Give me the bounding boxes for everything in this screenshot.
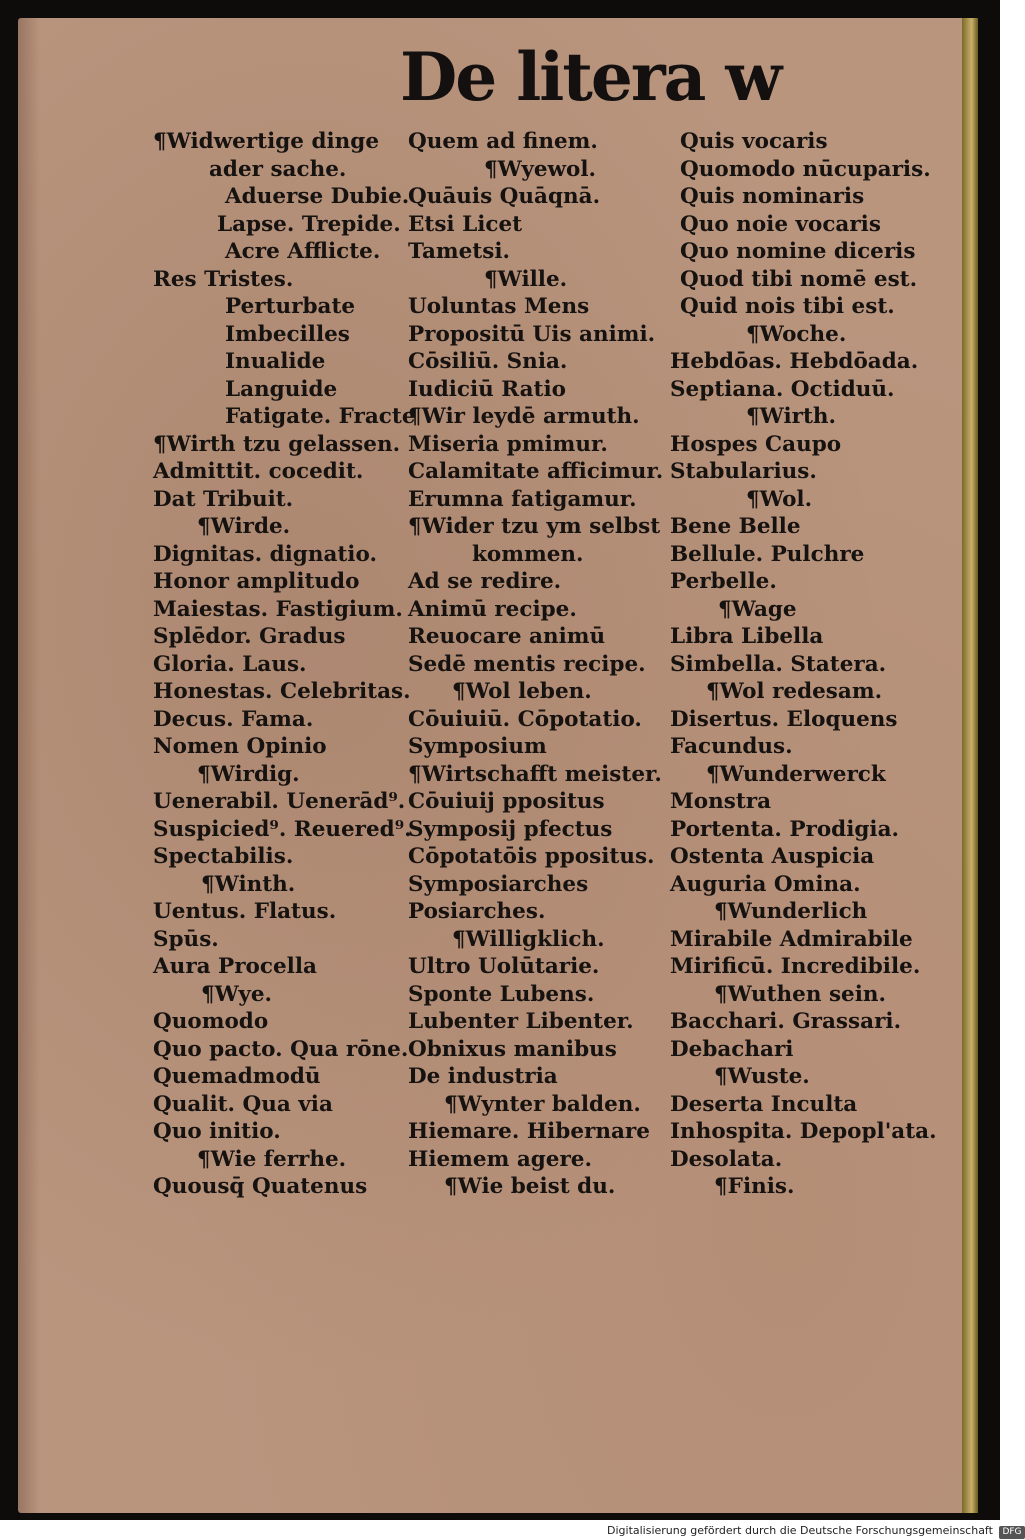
text-line: Lubenter Libenter. [408, 1009, 634, 1034]
text-line: Animū recipe. [408, 596, 577, 622]
text-line: Quomodo nūcuparis. [680, 156, 931, 182]
text-line: Aura Procella [153, 954, 317, 979]
text-line: Libra Libella [670, 624, 824, 649]
text-line: ¶Wirde. [197, 514, 291, 539]
text-line: Monstra [670, 789, 772, 814]
text-line: Sponte Lubens. [408, 981, 595, 1007]
text-line: Auguria Omina. [670, 871, 861, 897]
text-line: Quomodo [153, 1009, 269, 1034]
text-line: ¶Wage [718, 596, 797, 622]
page-heading: De litera w [400, 38, 781, 116]
text-line: Uoluntas Mens [408, 294, 590, 319]
text-line: Symposium [408, 734, 547, 759]
text-line: Uenerabil. Uenerād⁹. [153, 789, 406, 814]
text-line: ¶Wirth tzu gelassen. [153, 431, 401, 457]
text-line: Symposiarches [408, 871, 589, 897]
text-line: ¶Wye. [201, 981, 273, 1007]
text-line: Cōpotatōis ppositus. [408, 844, 655, 869]
footer-credit [607, 1522, 1022, 1540]
text-line: ¶Wider tzu ym selbst [408, 514, 661, 539]
text-line: Bacchari. Grassari. [670, 1009, 902, 1034]
text-line: Inualide [225, 349, 326, 374]
dfg-logo: DFG [999, 1526, 1024, 1539]
text-line: Languide [225, 376, 338, 402]
text-line: Hiemem agere. [408, 1146, 592, 1172]
text-line: Splēdor. Gradus [153, 624, 346, 649]
text-line: Imbecilles [225, 321, 350, 347]
text-line: Propositū Uis animi. [408, 321, 656, 347]
text-line: Desolata. [670, 1146, 783, 1172]
column-left [153, 128, 428, 1201]
text-line: ¶Wirth. [746, 404, 836, 429]
text-line: ¶Wirdig. [197, 761, 300, 787]
text-line: Quo noie vocaris [680, 211, 881, 237]
text-line: ¶Wunderlich [714, 899, 868, 924]
text-line: ¶Widwertige dinge [153, 129, 380, 154]
text-line: Decus. Fama. [153, 706, 314, 732]
text-line: Sedē mentis recipe. [408, 651, 646, 677]
text-line: Quis nominaris [680, 184, 865, 209]
text-line: ¶Wynter balden. [444, 1091, 641, 1117]
text-line: ¶Wol redesam. [706, 679, 883, 704]
text-line: Inhospita. Depopl'ata. [670, 1119, 937, 1144]
text-line: Posiarches. [408, 899, 546, 924]
text-line: Hebdōas. Hebdōada. [670, 349, 919, 374]
text-line: ¶Wol leben. [452, 679, 592, 704]
text-line: Stabularius. [670, 459, 817, 484]
text-line: Dat Tribuit. [153, 486, 294, 512]
text-line: Cōuiuiū. Cōpotatio. [408, 706, 642, 732]
text-line: ¶Willigklich. [452, 926, 605, 952]
text-line: Perturbate [225, 294, 356, 319]
text-line: Ultro Uolūtarie. [408, 954, 600, 979]
text-line: Hiemare. Hibernare [408, 1119, 650, 1144]
text-line: Quemadmodū [153, 1064, 321, 1089]
text-line: ¶Wirtschafft meister. [408, 761, 662, 787]
text-line: Cōsiliū. Snia. [408, 349, 568, 374]
text-line: Gloria. Laus. [153, 651, 307, 677]
text-line: Ad se redire. [408, 569, 562, 594]
text-line: ¶Wie beist du. [444, 1174, 616, 1199]
text-line: ¶Wie ferrhe. [197, 1146, 347, 1172]
text-line: ¶Wyewol. [484, 156, 597, 182]
text-line: Erumna fatigamur. [408, 486, 637, 512]
text-line: Qualit. Qua via [153, 1091, 333, 1117]
text-line: ¶Wol. [746, 486, 813, 512]
text-line: Miseria pmimur. [408, 431, 608, 457]
text-line: Symposij pfectus [408, 816, 613, 842]
text-line: Acre Afflicte. [225, 239, 381, 264]
text-line: Septiana. Octiduū. [670, 376, 895, 402]
column-right [670, 128, 955, 1201]
text-line: De industria [408, 1064, 558, 1089]
text-line: kommen. [472, 541, 584, 567]
text-line: Dignitas. dignatio. [153, 541, 377, 567]
text-line: ¶Wille. [484, 266, 568, 292]
text-line: Spūs. [153, 926, 219, 952]
text-line: Quousq̄ Quatenus [153, 1174, 368, 1199]
text-line: Iudiciū Ratio [408, 376, 566, 402]
text-line: Calamitate afficimur. [408, 459, 664, 484]
text-line: ¶Winth. [201, 871, 296, 897]
text-line: Disertus. Eloquens [670, 706, 898, 732]
text-line: Quid nois tibi est. [680, 294, 895, 319]
text-line: Mirabile Admirabile [670, 926, 913, 952]
text-line: Uentus. Flatus. [153, 899, 337, 924]
text-line: Simbella. Statera. [670, 651, 887, 677]
text-line: Maiestas. Fastigium. [153, 596, 403, 622]
text-line: ¶Finis. [714, 1174, 795, 1199]
text-line: Quod tibi nomē est. [680, 266, 918, 292]
text-line: Deserta Inculta [670, 1091, 858, 1117]
text-line: Honestas. Celebritas. [153, 679, 411, 704]
text-line: Debachari [670, 1036, 794, 1062]
text-line: Quis vocaris [680, 129, 828, 154]
column-middle [408, 128, 693, 1201]
text-line: Quem ad finem. [408, 129, 598, 154]
text-line: Obnixus manibus [408, 1036, 617, 1062]
text-line: Perbelle. [670, 569, 777, 594]
text-line: Admittit. cocedit. [153, 459, 364, 484]
text-line: ¶Wuste. [714, 1064, 810, 1089]
text-line: Honor amplitudo [153, 569, 360, 594]
text-line: Spectabilis. [153, 844, 294, 869]
text-line: Lapse. Trepide. [217, 211, 401, 237]
text-line: Cōuiuij ppositus [408, 789, 605, 814]
text-line: Bene Belle [670, 514, 801, 539]
page-edge [962, 18, 978, 1513]
text-line: Facundus. [670, 734, 793, 759]
text-line: Hospes Caupo [670, 431, 842, 457]
text-line: ¶Woche. [746, 321, 847, 347]
text-line: ¶Wunderwerck [706, 761, 886, 787]
text-line: Fatigate. Fracte [225, 404, 416, 429]
text-line: Res Tristes. [153, 266, 294, 292]
text-line: ader sache. [209, 156, 347, 182]
text-line: Reuocare animū [408, 624, 606, 649]
text-line: Quo nomine diceris [680, 239, 916, 264]
text-line: Suspicied⁹. Reuered⁹. [153, 816, 412, 842]
text-line: ¶Wir leydē armuth. [408, 404, 640, 429]
text-line: Etsi Licet [408, 211, 523, 237]
text-line: Quo pacto. Qua rōne. [153, 1036, 409, 1062]
text-line: Quo initio. [153, 1119, 281, 1144]
text-line: Portenta. Prodigia. [670, 816, 899, 842]
text-line: Bellule. Pulchre [670, 541, 865, 567]
text-line: Mirificū. Incredibile. [670, 954, 921, 979]
text-line: Aduerse Dubie. [225, 184, 410, 209]
text-line: ¶Wuthen sein. [714, 981, 887, 1007]
text-line: Ostenta Auspicia [670, 844, 875, 869]
text-line: Tametsi. [408, 239, 510, 264]
text-line: Nomen Opinio [153, 734, 327, 759]
footer-text: Digitalisierung gefördert durch die Deutsche Forschungsgemeinschaft [607, 1524, 993, 1537]
text-line: Quāuis Quāqnā. [408, 184, 601, 209]
